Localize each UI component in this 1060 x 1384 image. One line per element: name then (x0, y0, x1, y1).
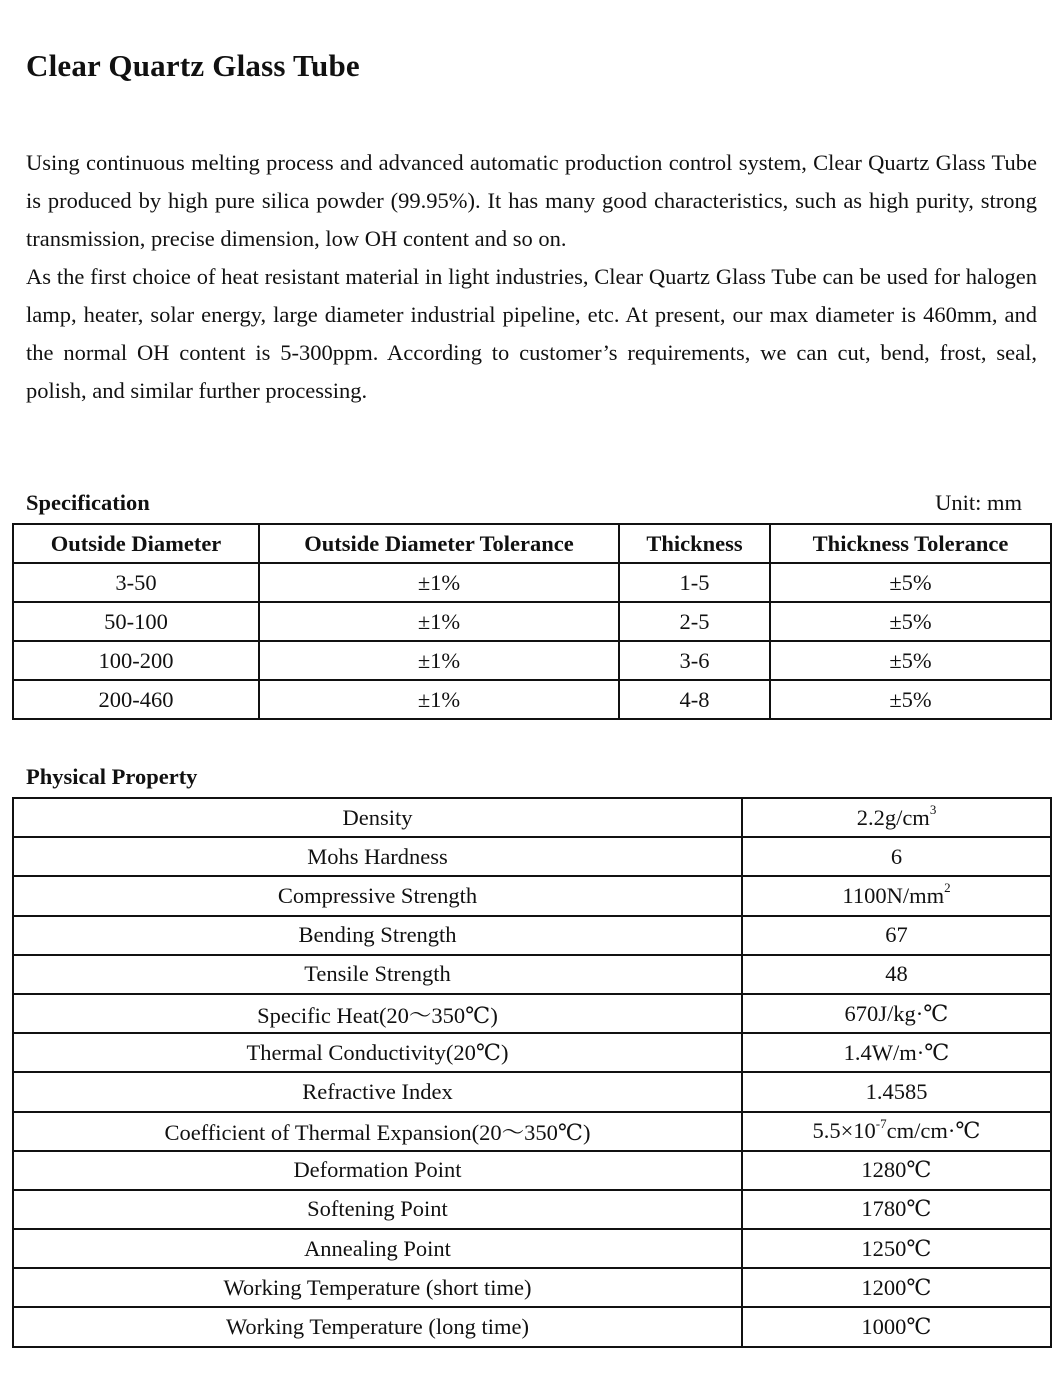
property-value-text: 1.4585 (865, 1078, 928, 1104)
table-row (13, 563, 1051, 602)
property-value (742, 798, 1051, 837)
property-name: Working Temperature (short time) (13, 1268, 742, 1307)
table-row (13, 1112, 1051, 1151)
physical-property-table (12, 797, 1052, 1348)
column-header: Outside Diameter Tolerance (259, 524, 619, 563)
table-row (13, 1151, 1051, 1190)
property-name: Deformation Point (13, 1151, 742, 1190)
property-value-exponent: 3 (929, 802, 937, 818)
property-value-text: 6 (890, 843, 903, 869)
table-cell: 1-5 (619, 563, 770, 602)
property-name: Compressive Strength (13, 876, 742, 915)
property-value (742, 1307, 1051, 1346)
property-value (742, 1229, 1051, 1268)
property-name: Coefficient of Thermal Expansion(20～350℃) (13, 1112, 742, 1151)
property-name: Refractive Index (13, 1072, 742, 1111)
table-cell: 4-8 (619, 680, 770, 719)
property-value (742, 916, 1051, 955)
property-value (742, 955, 1051, 994)
property-value-text: 670J/kg·℃ (844, 1000, 949, 1026)
property-value-text: 5.5×10 (812, 1118, 876, 1144)
property-name: Bending Strength (13, 916, 742, 955)
property-name: Density (13, 798, 742, 837)
intro-paragraph-2: As the first choice of heat resistant material in light industries, Clear Quartz Glass Tube can be used for halogen lamp, heater, solar energy, large diameter industrial pipeline, etc. At present, our max diameter is 460mm, and the normal OH content is 5-300ppm. According to customer’s requirements, we can cut, bend, frost, seal, polish, and similar further processing. (26, 264, 1037, 403)
property-value-text: 1.4W/m·℃ (843, 1039, 950, 1065)
table-cell: 100-200 (13, 641, 259, 680)
intro-text (26, 144, 1037, 410)
specification-heading: Specification (26, 490, 150, 515)
property-value (742, 1151, 1051, 1190)
property-name: Working Temperature (long time) (13, 1307, 742, 1346)
property-value-text: 67 (885, 922, 908, 948)
intro-paragraph-1: Using continuous melting process and advanced automatic production control system, Clear Quartz Glass Tube is produced by high pure silica powder (99.95%). It has many good characteristics, such as high purity, strong transmission, precise dimension, low OH content and so on. (26, 150, 1037, 251)
table-row (13, 837, 1051, 876)
table-row (13, 876, 1051, 915)
table-cell: 50-100 (13, 602, 259, 641)
column-header: Thickness (619, 524, 770, 563)
table-cell: ±1% (259, 602, 619, 641)
property-name: Specific Heat(20～350℃) (13, 994, 742, 1033)
property-name: Thermal Conductivity(20℃) (13, 1033, 742, 1072)
property-value-text: 1100N/mm (842, 882, 945, 908)
table-row (13, 1190, 1051, 1229)
table-row (13, 1229, 1051, 1268)
property-value (742, 837, 1051, 876)
table-cell: 3-6 (619, 641, 770, 680)
table-header-row (13, 524, 1051, 563)
property-value-text: 48 (885, 961, 908, 987)
table-cell: ±1% (259, 641, 619, 680)
table-cell: 3-50 (13, 563, 259, 602)
property-value-text: 1250℃ (861, 1235, 932, 1261)
table-row (13, 1072, 1051, 1111)
table-row (13, 916, 1051, 955)
table-row (13, 1033, 1051, 1072)
unit-label: Unit: mm (935, 490, 1022, 515)
property-value-text: 1000℃ (861, 1314, 932, 1340)
property-value (742, 1072, 1051, 1111)
property-name: Softening Point (13, 1190, 742, 1229)
property-value-exponent: 2 (944, 880, 951, 896)
property-value (742, 1112, 1051, 1151)
table-row (13, 994, 1051, 1033)
table-row (13, 680, 1051, 719)
property-value (742, 1268, 1051, 1307)
column-header: Thickness Tolerance (770, 524, 1051, 563)
property-value-exponent: -7 (875, 1115, 887, 1131)
property-value (742, 1190, 1051, 1229)
table-cell: ±5% (770, 680, 1051, 719)
property-value (742, 1033, 1051, 1072)
specification-table (12, 523, 1052, 720)
table-cell: ±5% (770, 563, 1051, 602)
table-row (13, 955, 1051, 994)
table-cell: ±1% (259, 563, 619, 602)
table-row (13, 798, 1051, 837)
property-name: Mohs Hardness (13, 837, 742, 876)
column-header: Outside Diameter (13, 524, 259, 563)
table-cell: 200-460 (13, 680, 259, 719)
property-value-text: 2.2g/cm (856, 804, 930, 830)
physical-property-heading: Physical Property (26, 764, 198, 789)
property-value-unit: cm/cm·℃ (886, 1118, 981, 1144)
table-cell: ±5% (770, 602, 1051, 641)
table-row (13, 641, 1051, 680)
table-row (13, 1307, 1051, 1346)
table-cell: 2-5 (619, 602, 770, 641)
property-value-text: 1280℃ (861, 1157, 932, 1183)
table-row (13, 602, 1051, 641)
page-title: Clear Quartz Glass Tube (26, 48, 360, 83)
property-value-text: 1200℃ (861, 1274, 932, 1300)
property-name: Annealing Point (13, 1229, 742, 1268)
table-cell: ±5% (770, 641, 1051, 680)
table-cell: ±1% (259, 680, 619, 719)
table-row (13, 1268, 1051, 1307)
property-value-text: 1780℃ (861, 1196, 932, 1222)
property-value (742, 876, 1051, 915)
property-name: Tensile Strength (13, 955, 742, 994)
property-value (742, 994, 1051, 1033)
